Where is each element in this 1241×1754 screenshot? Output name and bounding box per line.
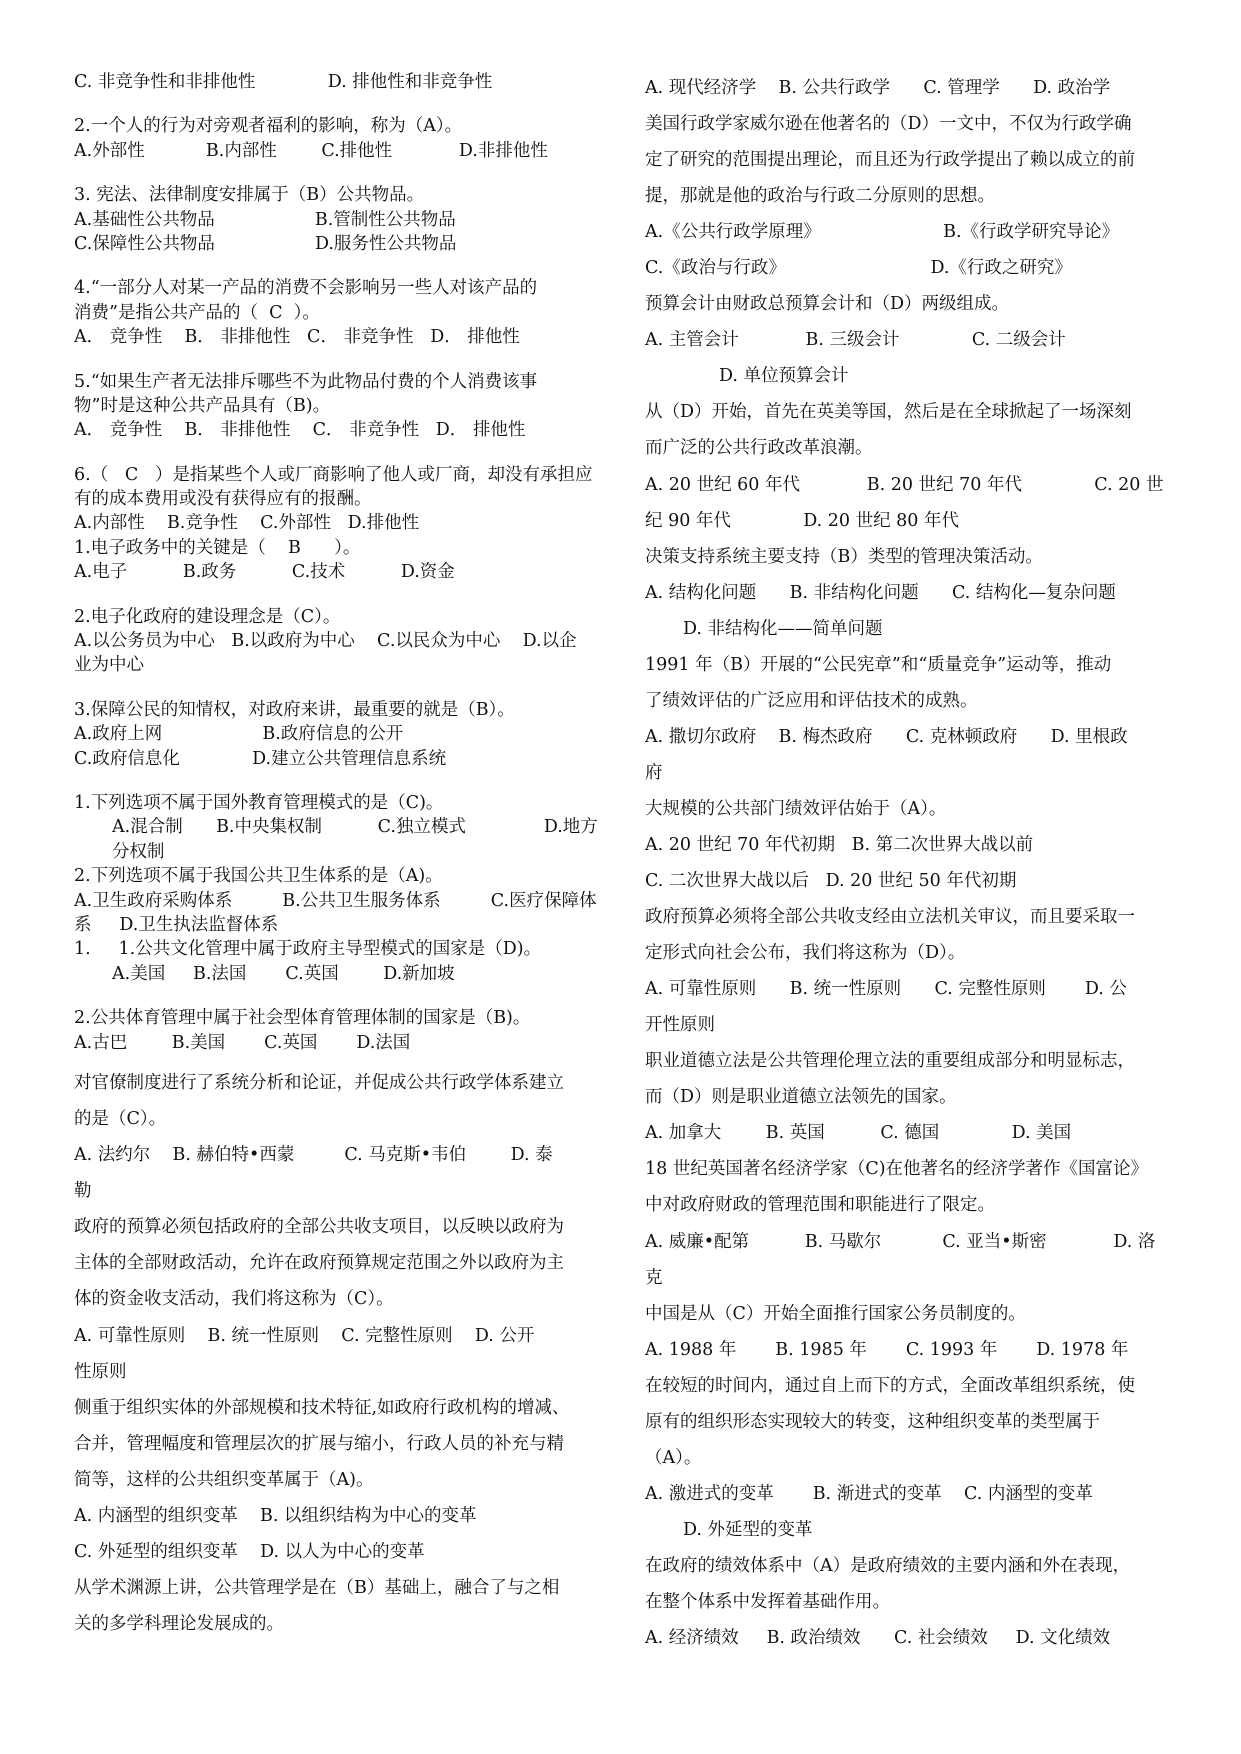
text-line: D. 单位预算会计 xyxy=(719,366,849,387)
text-line: C. 二次世界大战以后 D. 20 世纪 50 年代初期 xyxy=(645,871,1017,892)
text-line: 关的多学科理论发展成的。 xyxy=(74,1614,284,1635)
text-line: A. 可靠性原则 B. 统一性原则 C. 完整性原则 D. 公开 xyxy=(74,1325,535,1346)
text-line: 职业道德立法是公共管理伦理立法的重要组成部分和明显标志， xyxy=(645,1051,1135,1072)
text-line: A.《公共行政学原理》 B.《行政学研究导论》 xyxy=(645,222,1120,243)
text-line: 府 xyxy=(645,762,663,783)
text-line: 6.（ C ）是指某些个人或厂商影响了他人或厂商，却没有承担应 xyxy=(74,464,593,485)
text-line: 18 世纪英国著名经济学家（C)在他著名的经济学著作《国富论》 xyxy=(645,1159,1149,1180)
text-line: 从学术渊源上讲，公共管理学是在（B）基础上，融合了与之相 xyxy=(74,1578,560,1599)
text-line: A. 内涵型的组织变革 B. 以组织结构为中心的变革 xyxy=(74,1506,477,1527)
text-line: 定形式向社会公布，我们将这称为（D）。 xyxy=(645,943,966,964)
text-line: 主体的全部财政活动，允许在政府预算规定范围之外以政府为主 xyxy=(74,1253,564,1274)
text-line: 2.一个人的行为对旁观者福利的影响，称为（A）。 xyxy=(74,116,463,137)
text-line: 简等，这样的公共组织变革属于（A)。 xyxy=(74,1469,374,1490)
text-line: 5.“如果生产者无法排斥哪些不为此物品付费的个人消费该事 xyxy=(74,371,538,392)
text-line: A. 加拿大 B. 英国 C. 德国 D. 美国 xyxy=(645,1123,1072,1144)
text-line: 2.下列选项不属于我国公共卫生体系的是（A)。 xyxy=(74,866,443,887)
text-line: 在较短的时间内，通过自上而下的方式，全面改革组织系统，使 xyxy=(645,1375,1135,1396)
text-line: 体的资金收支活动，我们将这称为（C）。 xyxy=(74,1289,394,1310)
text-line: A.政府上网 B.政府信息的公开 xyxy=(74,724,404,745)
text-line: A.古巴 B.美国 C.英国 D.法国 xyxy=(74,1032,411,1053)
text-line: 侧重于组织实体的外部规模和技术特征,如政府行政机构的增减、 xyxy=(74,1397,570,1418)
text-line: C. 外延型的组织变革 D. 以人为中心的变革 xyxy=(74,1542,425,1563)
text-line: A. 现代经济学 B. 公共行政学 C. 管理学 D. 政治学 xyxy=(645,78,1111,98)
text-line: 在政府的绩效体系中（A）是政府绩效的主要内涵和外在表现， xyxy=(645,1555,1131,1576)
text-line: C.政府信息化 D.建立公共管理信息系统 xyxy=(74,748,447,769)
text-line: 的是（C）。 xyxy=(74,1108,167,1129)
text-line: A. 激进式的变革 B. 渐进式的变革 C. 内涵型的变革 xyxy=(645,1483,1093,1504)
text-line: A. 经济绩效 B. 政治绩效 C. 社会绩效 D. 文化绩效 xyxy=(645,1628,1111,1649)
text-line: A． 竞争性 B． 非排他性 C． 非竞争性 D． 排他性 xyxy=(74,420,526,441)
text-line: 1.电子政务中的关键是（ B ）。 xyxy=(74,537,361,558)
text-line: 中国是从（C）开始全面推行国家公务员制度的。 xyxy=(645,1303,1026,1324)
text-line: A.美国 B.法国 C.英国 D.新加坡 xyxy=(112,963,455,984)
text-line: A. 结构化问题 B. 非结构化问题 C. 结构化—复杂问题 xyxy=(645,582,1116,603)
text-line: A. 威廉•配第 B. 马歇尔 C. 亚当•斯密 D. 洛 xyxy=(645,1231,1156,1252)
text-line: 3.保障公民的知情权，对政府来讲，最重要的就是（B）。 xyxy=(74,699,515,720)
text-line: 原有的组织形态实现较大的转变，这种组织变革的类型属于 xyxy=(645,1411,1100,1432)
text-line: 合并，管理幅度和管理层次的扩展与缩小，行政人员的补充与精 xyxy=(74,1433,564,1454)
text-line: 克 xyxy=(645,1267,663,1288)
text-line: D. 外延型的变革 xyxy=(683,1519,813,1540)
text-line: 物”时是这种公共产品具有（B)。 xyxy=(74,395,331,416)
left-column xyxy=(74,70,610,1642)
text-line: 定了研究的范围提出理论，而且还为行政学提出了赖以成立的前 xyxy=(645,150,1135,171)
text-line: 2.电子化政府的建设理念是（C）。 xyxy=(74,606,341,627)
text-line: 业为中心 xyxy=(74,655,144,676)
text-line: 而广泛的公共行政改革浪潮。 xyxy=(645,438,873,459)
text-line: 分权制 xyxy=(112,841,165,862)
text-line: C.《政治与行政》 D.《行政之研究》 xyxy=(645,258,1072,279)
text-line: 开性原则 xyxy=(645,1015,715,1036)
text-line: 美国行政学家威尔逊在他著名的（D）一文中，不仅为行政学确 xyxy=(645,114,1132,135)
text-line: A. 法约尔 B. 赫伯特•西蒙 C. 马克斯•韦伯 D. 泰 xyxy=(74,1145,553,1166)
text-line: 提，那就是他的政治与行政二分原则的思想。 xyxy=(645,186,995,207)
text-line: 了绩效评估的广泛应用和评估技术的成熟。 xyxy=(645,690,978,711)
text-line: 在整个体系中发挥着基础作用。 xyxy=(645,1591,890,1612)
text-line: 政府预算必须将全部公共收支经由立法机关审议，而且要采取一 xyxy=(645,907,1135,928)
text-line: 性原则 xyxy=(74,1361,127,1382)
text-line: A. 20 世纪 70 年代初期 B. 第二次世界大战以前 xyxy=(645,834,1034,855)
text-line: A.基础性公共物品 B.管制性公共物品 xyxy=(74,209,456,230)
text-line: A. 主管会计 B. 三级会计 C. 二级会计 xyxy=(645,330,1066,351)
text-line: 从（D）开始，首先在英美等国，然后是在全球掀起了一场深刻 xyxy=(645,402,1132,423)
text-line: 2.公共体育管理中属于社会型体育管理体制的国家是（B)。 xyxy=(74,1008,531,1029)
text-line: 1. 1.公共文化管理中属于政府主导型模式的国家是（D)。 xyxy=(74,939,542,960)
text-line: C.保障性公共物品 D.服务性公共物品 xyxy=(74,233,457,254)
text-line: 纪 90 年代 D. 20 世纪 80 年代 xyxy=(645,510,959,531)
text-line: 大规模的公共部门绩效评估始于（A）。 xyxy=(645,798,947,819)
text-line: 中对政府财政的管理范围和职能进行了限定。 xyxy=(645,1195,995,1216)
text-line: A. 撒切尔政府 B. 梅杰政府 C. 克林顿政府 D. 里根政 xyxy=(645,726,1128,747)
text-line: 有的成本费用或没有获得应有的报酬。 xyxy=(74,489,372,510)
text-line: 1991 年（B）开展的“公民宪章”和“质量竞争”运动等，推动 xyxy=(645,654,1112,675)
text-line: 消费”是指公共产品的（ C ）。 xyxy=(74,302,320,323)
right-column xyxy=(645,70,1172,1656)
text-line: A.外部性 B.内部性 C.排他性 D.非排他性 xyxy=(74,140,548,161)
text-line: 而（D）则是职业道德立法领先的国家。 xyxy=(645,1087,957,1108)
text-line: （A）。 xyxy=(645,1447,702,1468)
text-line: A.卫生政府采购体系 B.公共卫生服务体系 C.医疗保障体 xyxy=(74,890,597,911)
text-line: A.内部性 B.竞争性 C.外部性 D.排他性 xyxy=(74,513,420,534)
text-line: A． 竞争性 B． 非排他性 C． 非竞争性 D． 排他性 xyxy=(74,327,520,348)
text-line: 预算会计由财政总预算会计和（D）两级组成。 xyxy=(645,294,1010,315)
text-line: A. 1988 年 B. 1985 年 C. 1993 年 D. 1978 年 xyxy=(645,1339,1129,1360)
text-line: 3. 宪法、法律制度安排属于（B）公共物品。 xyxy=(74,185,425,206)
text-line: D. 非结构化——简单问题 xyxy=(683,618,883,639)
text-line: 对官僚制度进行了系统分析和论证，并促成公共行政学体系建立 xyxy=(74,1072,564,1093)
text-line: A. 20 世纪 60 年代 B. 20 世纪 70 年代 C. 20 世 xyxy=(645,474,1164,495)
text-line: 4.“一部分人对某一产品的消费不会影响另一些人对该产品的 xyxy=(74,278,538,299)
text-line: A.电子 B.政务 C.技术 D.资金 xyxy=(74,562,455,583)
text-line: A.混合制 B.中央集权制 C.独立模式 D.地方 xyxy=(112,817,598,838)
text-line: C. 非竞争性和非排他性 D. 排他性和非竞争性 xyxy=(74,72,493,92)
text-line: A.以公务员为中心 B.以政府为中心 C.以民众为中心 D.以企 xyxy=(74,631,577,652)
text-line: 政府的预算必须包括政府的全部公共收支项目，以反映以政府为 xyxy=(74,1217,564,1238)
text-line: 1.下列选项不属于国外教育管理模式的是（C)。 xyxy=(74,792,444,813)
text-line: 勒 xyxy=(74,1181,92,1202)
text-line: 决策支持系统主要支持（B）类型的管理决策活动。 xyxy=(645,546,1043,567)
text-line: 系 D.卫生执法监督体系 xyxy=(74,914,279,935)
text-line: A. 可靠性原则 B. 统一性原则 C. 完整性原则 D. 公 xyxy=(645,979,1127,1000)
